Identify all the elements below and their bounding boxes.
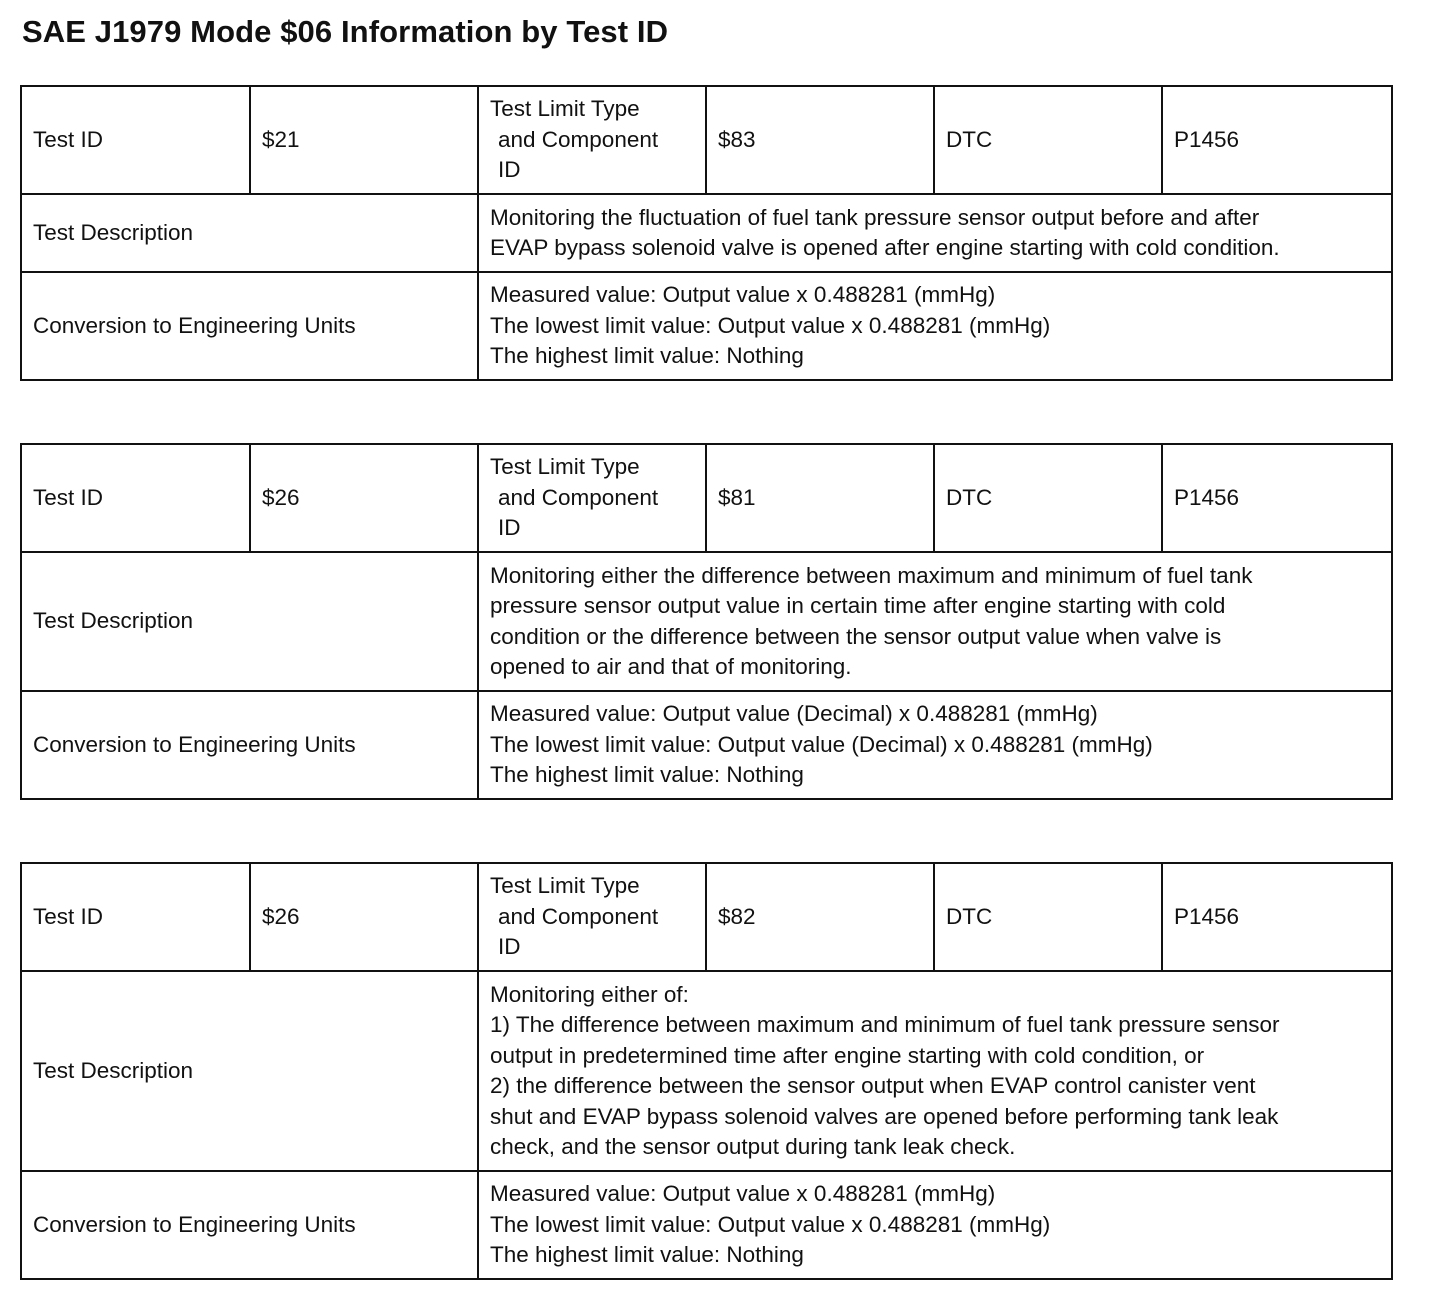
description-line: 2) the difference between the sensor output when EVAP control canister vent	[490, 1073, 1256, 1098]
page-title: SAE J1979 Mode $06 Information by Test ID	[22, 14, 669, 49]
test-table-3	[20, 862, 1393, 1280]
description-line: check, and the sensor output during tank leak check.	[490, 1134, 1016, 1159]
limit-type-label-line-3: ID	[498, 515, 521, 541]
test-table-2	[20, 443, 1393, 800]
limit-type-label-line-2: and Component	[498, 484, 659, 510]
conversion-row	[21, 691, 1392, 799]
test-id-value: $21	[250, 86, 478, 194]
limit-type-label-line-3: ID	[498, 934, 521, 960]
limit-type-value: $83	[706, 86, 934, 194]
limit-type-label	[478, 863, 706, 971]
conversion-line: The highest limit value: Nothing	[490, 343, 804, 369]
description-line: Monitoring either of:	[490, 981, 689, 1007]
dtc-value: P1456	[1162, 86, 1392, 194]
conversion-row	[21, 1171, 1392, 1279]
conversion-line: The highest limit value: Nothing	[490, 762, 804, 788]
limit-type-label-line-2: and Component	[498, 903, 659, 929]
conversion-value	[478, 691, 1392, 799]
conversion-value	[478, 1171, 1392, 1279]
test-description-value	[478, 194, 1392, 272]
description-line: Monitoring either the difference between maximum and minimum of fuel tank	[490, 562, 1253, 588]
test-description-label: Test Description	[21, 971, 478, 1171]
description-line: EVAP bypass solenoid valve is opened after engine starting with cold condition.	[490, 235, 1280, 260]
limit-type-label	[478, 444, 706, 552]
conversion-line: The highest limit value: Nothing	[490, 1242, 804, 1268]
limit-type-label-line-1: Test Limit Type	[490, 96, 640, 122]
limit-type-label-line-3: ID	[498, 157, 521, 183]
conversion-label: Conversion to Engineering Units	[21, 1171, 478, 1279]
limit-type-label-line-1: Test Limit Type	[490, 454, 640, 480]
dtc-label: DTC	[934, 863, 1162, 971]
conversion-line: Measured value: Output value x 0.488281 (mmHg)	[490, 1181, 996, 1207]
test-id-row	[21, 86, 1392, 194]
conversion-value	[478, 272, 1392, 380]
test-description-label: Test Description	[21, 552, 478, 691]
conversion-line: The lowest limit value: Output value x 0.488281 (mmHg)	[490, 312, 1051, 338]
test-description-row	[21, 971, 1392, 1171]
description-line: condition or the difference between the sensor output value when valve is	[490, 623, 1222, 649]
conversion-line: The lowest limit value: Output value (Decimal) x 0.488281 (mmHg)	[490, 731, 1153, 757]
test-id-value: $26	[250, 444, 478, 552]
limit-type-value: $81	[706, 444, 934, 552]
description-line: shut and EVAP bypass solenoid valves are opened before performing tank leak	[490, 1103, 1279, 1129]
conversion-line: The lowest limit value: Output value x 0.488281 (mmHg)	[490, 1211, 1051, 1237]
limit-type-label-line-2: and Component	[498, 126, 659, 152]
conversion-label: Conversion to Engineering Units	[21, 272, 478, 380]
test-id-label: Test ID	[21, 863, 250, 971]
test-id-value: $26	[250, 863, 478, 971]
dtc-label: DTC	[934, 86, 1162, 194]
test-id-label: Test ID	[21, 444, 250, 552]
test-description-row	[21, 552, 1392, 691]
test-id-row	[21, 863, 1392, 971]
conversion-line: Measured value: Output value (Decimal) x 0.488281 (mmHg)	[490, 701, 1098, 727]
description-line: Monitoring the fluctuation of fuel tank pressure sensor output before and after	[490, 204, 1260, 230]
test-description-row	[21, 194, 1392, 272]
test-id-label: Test ID	[21, 86, 250, 194]
description-line: opened to air and that of monitoring.	[490, 654, 852, 679]
limit-type-value: $82	[706, 863, 934, 971]
description-line: 1) The difference between maximum and minimum of fuel tank pressure sensor	[490, 1012, 1280, 1037]
limit-type-label-line-1: Test Limit Type	[490, 873, 640, 899]
conversion-line: Measured value: Output value x 0.488281 (mmHg)	[490, 282, 996, 308]
test-description-label: Test Description	[21, 194, 478, 272]
conversion-row	[21, 272, 1392, 380]
description-line: output in predetermined time after engine starting with cold condition, or	[490, 1042, 1205, 1068]
limit-type-label	[478, 86, 706, 194]
description-line: pressure sensor output value in certain time after engine starting with cold	[490, 593, 1226, 618]
conversion-label: Conversion to Engineering Units	[21, 691, 478, 799]
dtc-value: P1456	[1162, 444, 1392, 552]
test-id-row	[21, 444, 1392, 552]
test-table-1	[20, 85, 1393, 381]
dtc-value: P1456	[1162, 863, 1392, 971]
test-description-value	[478, 552, 1392, 691]
dtc-label: DTC	[934, 444, 1162, 552]
test-description-value	[478, 971, 1392, 1171]
